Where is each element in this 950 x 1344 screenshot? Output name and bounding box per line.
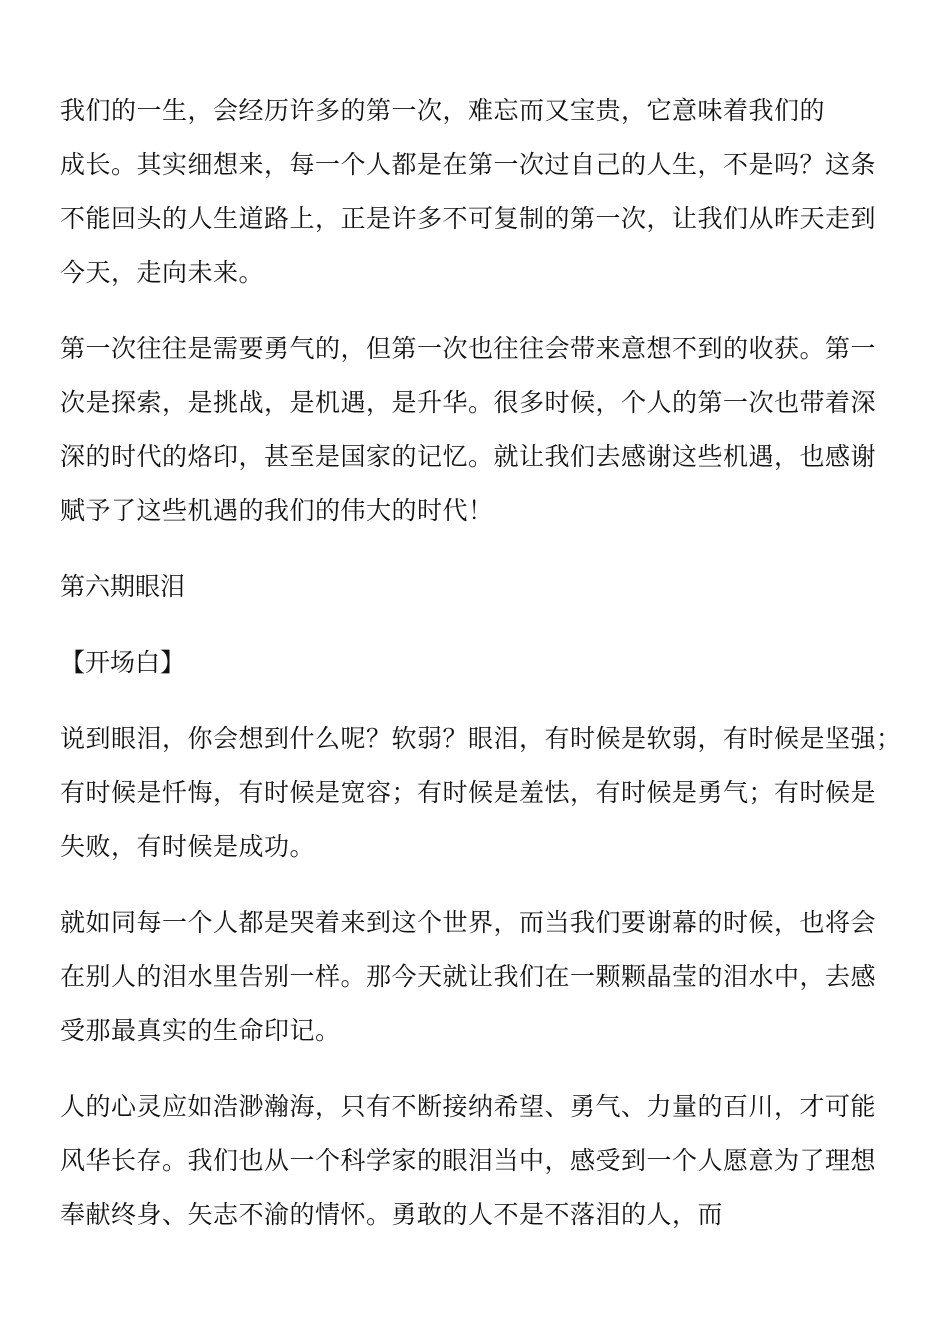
text-line: 有时候是忏悔，有时候是宽容；有时候是羞怯，有时候是勇气；有时候是: [60, 778, 877, 807]
paragraph-scientist: [60, 1080, 890, 1242]
paragraph-farewell: [60, 896, 890, 1058]
text-line: 次是探索，是挑战，是机遇，是升华。很多时候，个人的第一次也带着深: [60, 388, 877, 417]
text-line: 今天，走向未来。: [60, 258, 265, 287]
section-title: 第六期眼泪: [60, 572, 186, 601]
document-page: [60, 84, 902, 1264]
text-line: 说到眼泪，你会想到什么呢？软弱？眼泪，有时候是软弱，有时候是坚强；: [60, 724, 902, 753]
text-line: 第一次往往是需要勇气的，但第一次也往往会带来意想不到的收获。第一: [60, 334, 877, 363]
text-line: 深的时代的烙印，甚至是国家的记忆。就让我们去感谢这些机遇，也感谢: [60, 442, 877, 471]
paragraph-tears-meaning: [60, 712, 902, 874]
text-line: 人的心灵应如浩渺瀚海，只有不断接纳希望、勇气、力量的百川，才可能: [60, 1092, 877, 1121]
text-line: 失败，有时候是成功。: [60, 832, 316, 861]
text-line: 风华长存。我们也从一个科学家的眼泪当中，感受到一个人愿意为了理想: [60, 1146, 877, 1175]
paragraph-first-times: [60, 84, 890, 300]
text-line: 我们的一生，会经历许多的第一次，难忘而又宝贵，它意味着我们的: [60, 96, 826, 125]
subsection-title: 【开场白】: [60, 648, 186, 677]
text-line: 赋予了这些机遇的我们的伟大的时代！: [60, 496, 494, 525]
text-line: 奉献终身、矢志不渝的情怀。勇敢的人不是不落泪的人，而: [60, 1200, 724, 1229]
text-line: 不能回头的人生道路上，正是许多不可复制的第一次，让我们从昨天走到: [60, 204, 877, 233]
paragraph-courage: [60, 322, 890, 538]
text-line: 在别人的泪水里告别一样。那今天就让我们在一颗颗晶莹的泪水中，去感: [60, 962, 877, 991]
text-line: 就如同每一个人都是哭着来到这个世界，而当我们要谢幕的时候，也将会: [60, 908, 877, 937]
text-line: 成长。其实细想来，每一个人都是在第一次过自己的人生，不是吗？这条: [60, 150, 877, 179]
text-line: 受那最真实的生命印记。: [60, 1016, 341, 1045]
